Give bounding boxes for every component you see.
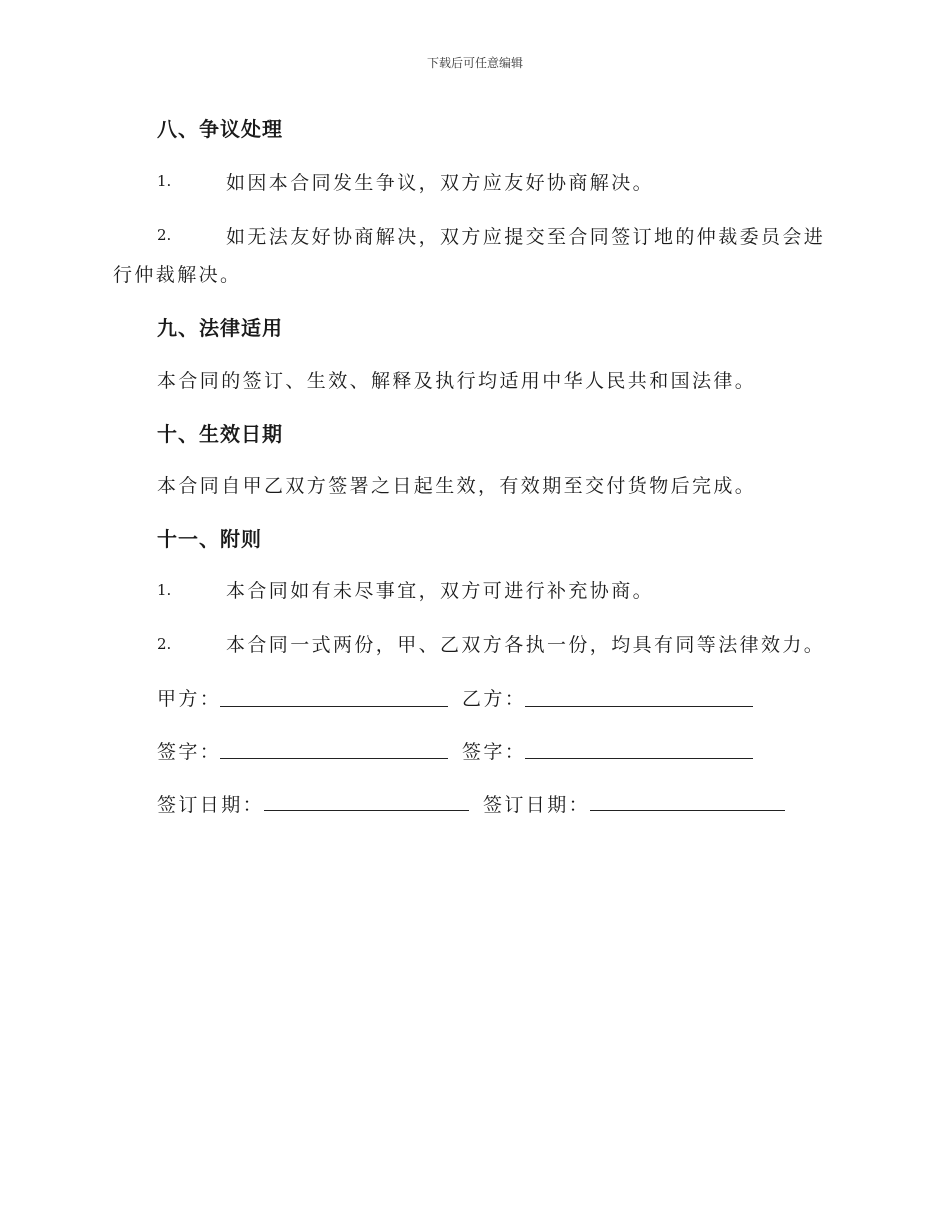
paragraph-text: 本合同自甲乙双方签署之日起生效，有效期至交付货物后完成。 (157, 475, 757, 497)
list-item-text: 本合同一式两份，甲、乙双方各执一份，均具有同等法律效力。 (226, 634, 826, 656)
date-b-label: 签订日期： (483, 794, 591, 816)
list-item-text: 如因本合同发生争议，双方应友好协商解决。 (226, 172, 655, 194)
party-b-label: 乙方： (462, 688, 527, 710)
sign-b-label: 签字： (462, 741, 527, 763)
list-number: 2. (157, 635, 172, 653)
section-title-effective-date: 十、生效日期 (157, 422, 283, 446)
date-a-label: 签订日期： (157, 794, 265, 816)
party-a-label: 甲方： (157, 688, 222, 710)
section-title-supplementary: 十一、附则 (157, 527, 262, 551)
party-a-blank-line[interactable] (220, 706, 448, 707)
list-number: 2. (157, 226, 172, 244)
date-a-blank-line[interactable] (264, 810, 469, 811)
section-title-law: 九、法律适用 (157, 316, 283, 340)
sign-a-label: 签字： (157, 741, 222, 763)
date-b-blank-line[interactable] (590, 810, 785, 811)
list-number: 1. (157, 581, 172, 599)
page-header-note: 下载后可任意编辑 (426, 56, 523, 70)
sign-a-blank-line[interactable] (220, 758, 448, 759)
paragraph-text: 本合同的签订、生效、解释及执行均适用中华人民共和国法律。 (157, 370, 757, 392)
sign-b-blank-line[interactable] (525, 758, 753, 759)
list-item-text: 如无法友好协商解决，双方应提交至合同签订地的仲裁委员会进 (226, 226, 826, 248)
list-item-text-continuation: 行仲裁解决。 (113, 264, 242, 286)
party-b-blank-line[interactable] (525, 706, 753, 707)
list-item-text: 本合同如有未尽事宜，双方可进行补充协商。 (226, 580, 655, 602)
section-title-dispute: 八、争议处理 (157, 117, 283, 141)
list-number: 1. (157, 172, 172, 190)
